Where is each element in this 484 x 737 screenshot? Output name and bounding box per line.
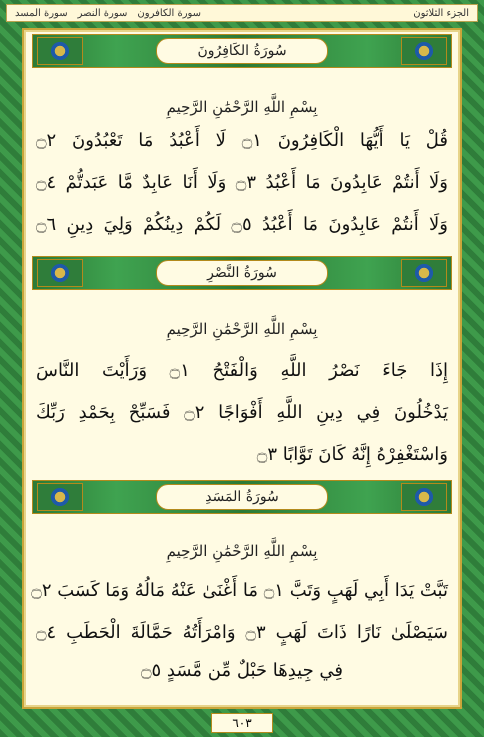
ornament-icon [37, 37, 83, 65]
top-bar [6, 4, 478, 22]
sura-name-1: سورة الكافرون [137, 7, 202, 19]
verse-line: وَلَا أَنتُمْ عَابِدُونَ مَا أَعْبُدُ ۝٣ وَلَا أَنَا عَابِدٌ مَّا عَبَدتُّمْ ۝٤ [36, 172, 448, 193]
juz-label: الجزء الثلاثون [413, 7, 469, 19]
sura-names [15, 8, 201, 19]
sura-name-2: سورة النصر [77, 7, 128, 19]
surah-title: سُورَةُ الكَافِرُونَ [156, 38, 328, 64]
surah-header-kafirun [32, 34, 452, 68]
verse-line: فِي جِيدِهَا حَبْلٌ مِّن مَّسَدٍ ۝٥ [140, 660, 344, 681]
surah-title: سُورَةُ النَّصْرِ [156, 260, 328, 286]
page-number: ٦٠٣ [211, 713, 273, 733]
sura-name-3: سورة المسد [15, 7, 68, 19]
page-content [22, 28, 462, 709]
basmala: بِسْمِ اللَّهِ الرَّحْمَٰنِ الرَّحِيمِ [166, 542, 318, 560]
verse-line: وَلَا أَنتُمْ عَابِدُونَ مَا أَعْبُدُ ۝٥ لَكُمْ دِينُكُمْ وَلِيَ دِينِ ۝٦ [36, 214, 448, 235]
surah-header-masad [32, 480, 452, 514]
surah-title: سُورَةُ المَسَدِ [156, 484, 328, 510]
ornament-icon [37, 483, 83, 511]
ornament-icon [37, 259, 83, 287]
verse-line: يَدْخُلُونَ فِي دِينِ اللَّهِ أَفْوَاجًا ۝٢ فَسَبِّحْ بِحَمْدِ رَبِّكَ [36, 402, 449, 423]
ornament-icon [401, 259, 447, 287]
ornament-icon [401, 37, 447, 65]
ornament-icon [401, 483, 447, 511]
surah-header-nasr [32, 256, 452, 290]
verse-line: إِذَا جَاءَ نَصْرُ اللَّهِ وَالْفَتْحُ ۝١ وَرَأَيْتَ النَّاسَ [36, 360, 449, 381]
basmala: بِسْمِ اللَّهِ الرَّحْمَٰنِ الرَّحِيمِ [166, 98, 318, 116]
verse-line: قُلْ يَا أَيُّهَا الْكَافِرُونَ ۝١ لَا أَعْبُدُ مَا تَعْبُدُونَ ۝٢ [36, 130, 448, 151]
verse-line: سَيَصْلَىٰ نَارًا ذَاتَ لَهَبٍ ۝٣ وَامْرَأَتُهُ حَمَّالَةَ الْحَطَبِ ۝٤ [36, 622, 448, 643]
verse-line: تَبَّتْ يَدَا أَبِي لَهَبٍ وَتَبَّ ۝١ مَا أَغْنَىٰ عَنْهُ مَالُهُ وَمَا كَسَبَ ۝٢ [31, 580, 448, 601]
verse-line: وَاسْتَغْفِرْهُ إِنَّهُ كَانَ تَوَّابًا ۝٣ [256, 444, 448, 465]
basmala: بِسْمِ اللَّهِ الرَّحْمَٰنِ الرَّحِيمِ [166, 320, 318, 338]
